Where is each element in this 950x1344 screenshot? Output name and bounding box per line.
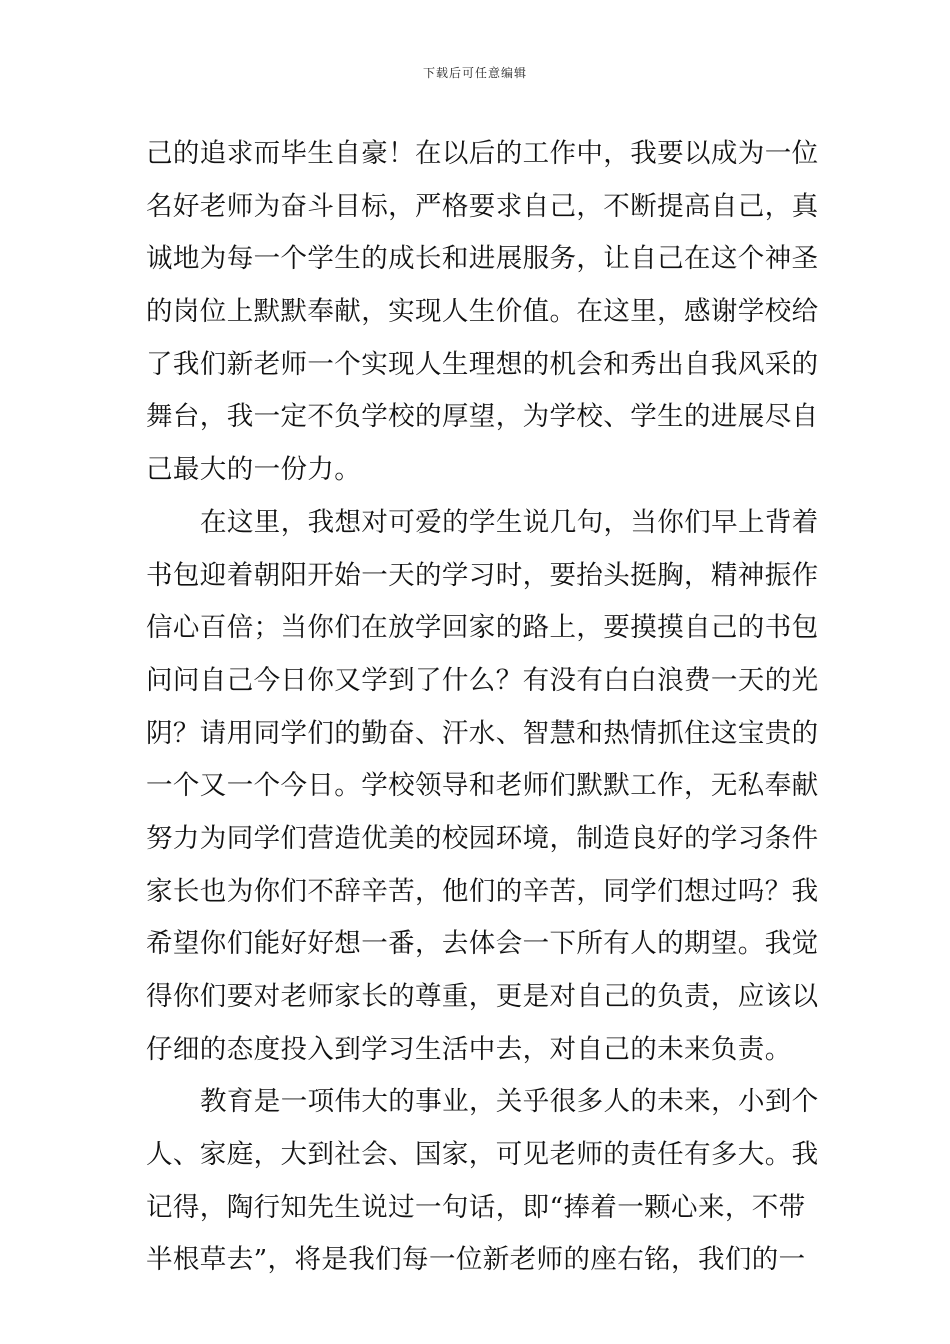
paragraph — [146, 128, 819, 497]
text-line: 家长也为你们不辞辛苦，他们的辛苦，同学们想过吗？我 — [146, 875, 819, 907]
text-line: 名好老师为奋斗目标，严格要求自己，不断提高自己，真 — [146, 190, 819, 222]
text-line: 半根草去”，将是我们每一位新老师的座右铭，我们的一 — [146, 1244, 806, 1276]
body-text — [146, 128, 819, 1287]
text-line: 阴？请用同学们的勤奋、汗水、智慧和热情抓住这宝贵的 — [146, 717, 819, 749]
text-line: 得你们要对老师家长的尊重，更是对自己的负责，应该以 — [146, 981, 819, 1012]
text-line: 问问自己今日你又学到了什么？有没有白白浪费一天的光 — [146, 664, 819, 696]
text-line: 己最大的一份力。 — [146, 454, 362, 486]
text-line: 诚地为每一个学生的成长和进展服务，让自己在这个神圣 — [146, 243, 819, 275]
text-line: 仔细的态度投入到学习生活中去，对自己的未来负责。 — [146, 1033, 792, 1065]
text-line: 舞台，我一定不负学校的厚望，为学校、学生的进展尽自 — [146, 401, 819, 433]
text-line: 的岗位上默默奉献，实现人生价值。在这里，感谢学校给 — [146, 296, 819, 328]
text-line: 人、家庭，大到社会、国家，可见老师的责任有多大。我 — [146, 1139, 819, 1171]
text-line: 一个又一个今日。学校领导和老师们默默工作，无私奉献 — [146, 770, 819, 802]
text-line: 努力为同学们营造优美的校园环境，制造良好的学习条件 — [146, 822, 819, 854]
text-line: 了我们新老师一个实现人生理想的机会和秀出自我风采的 — [146, 348, 819, 380]
paragraph — [146, 497, 819, 1077]
paragraph — [146, 1076, 819, 1287]
text-line: 教育是一项伟大的事业，关乎很多人的未来，小到个 — [200, 1086, 819, 1118]
page-header: 下载后可任意编辑 — [422, 66, 527, 80]
text-line: 希望你们能好好想一番，去体会一下所有人的期望。我觉 — [146, 928, 819, 960]
text-line: 信心百倍；当你们在放学回家的路上，要摸摸自己的书包 — [146, 612, 819, 644]
text-line: 记得，陶行知先生说过一句话，即“捧着一颗心来，不带 — [146, 1191, 806, 1223]
text-line: 在这里，我想对可爱的学生说几句，当你们早上背着 — [200, 506, 819, 538]
text-line: 己的追求而毕生自豪！在以后的工作中，我要以成为一位 — [146, 138, 819, 169]
text-line: 书包迎着朝阳开始一天的学习时，要抬头挺胸，精神振作 — [146, 559, 819, 591]
